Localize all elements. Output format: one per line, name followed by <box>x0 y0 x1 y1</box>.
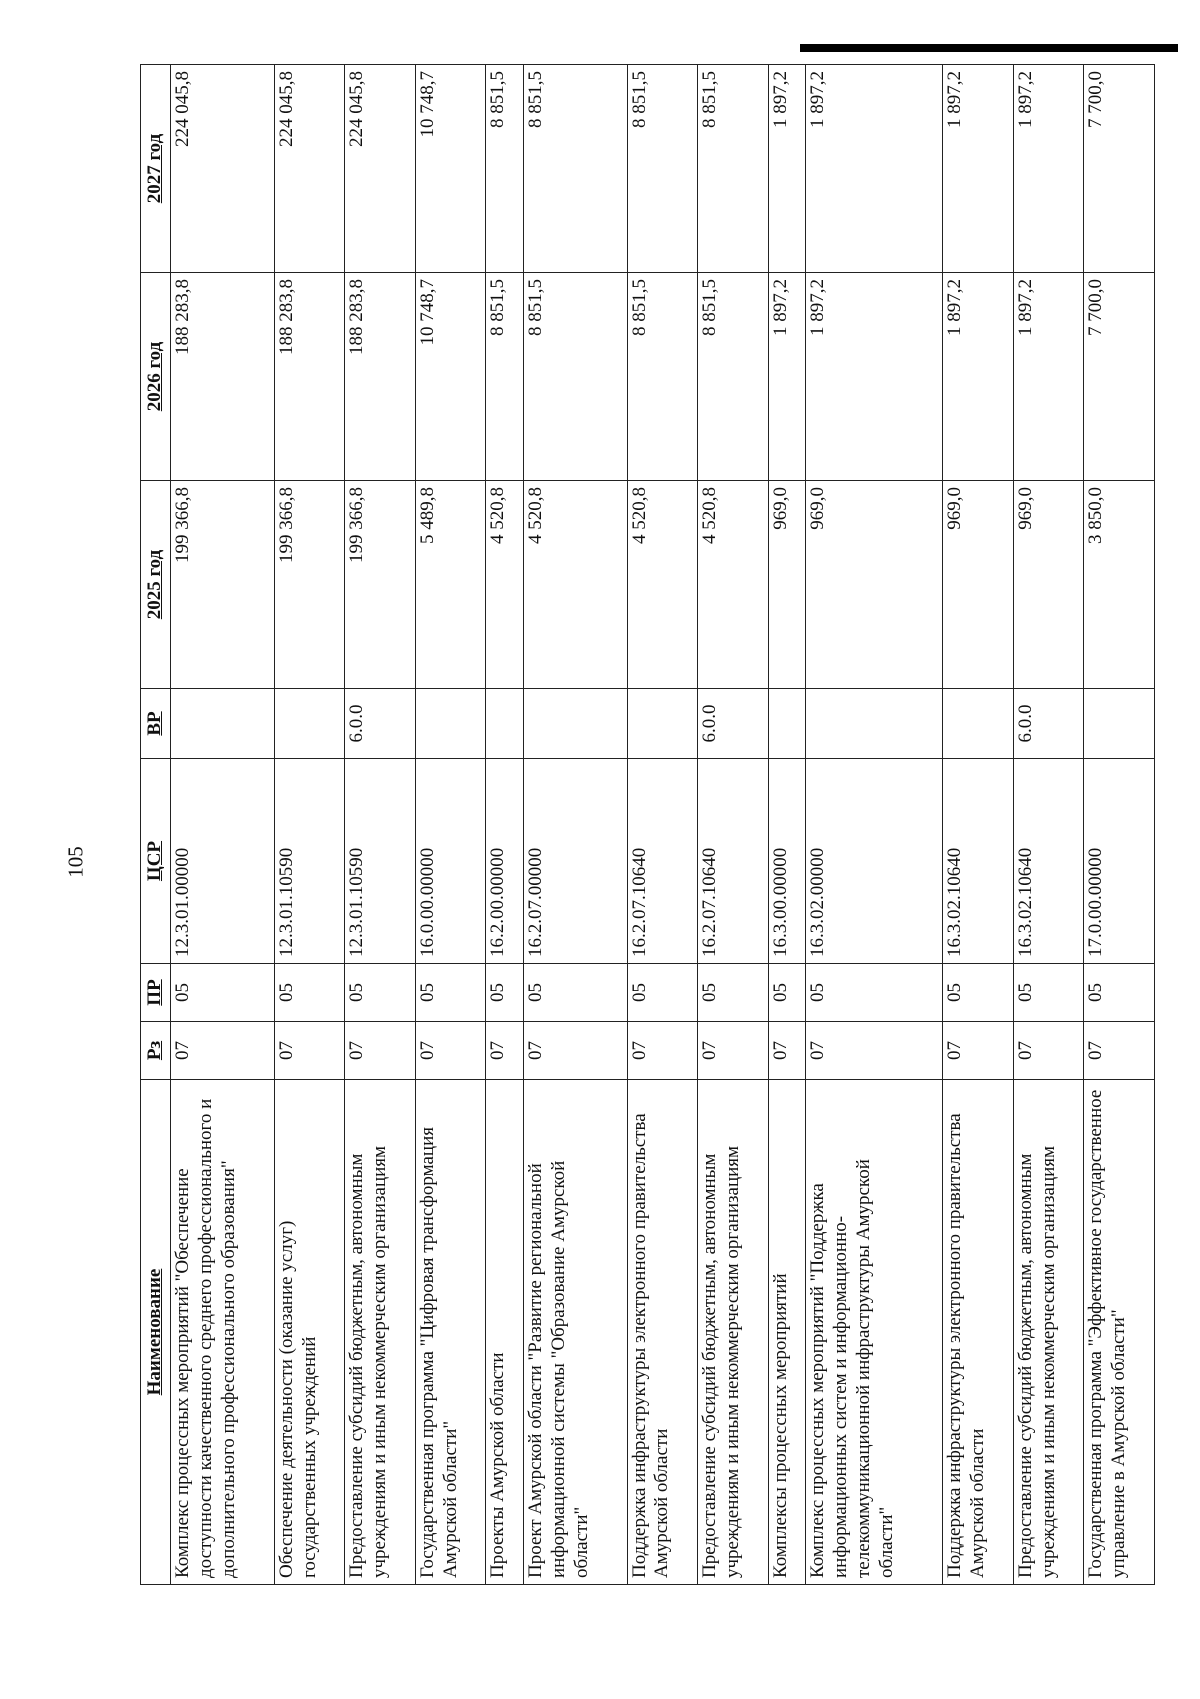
cell-2025: 969,0 <box>1013 481 1084 689</box>
cell-2027: 8 851,5 <box>627 65 698 273</box>
cell-2026: 8 851,5 <box>523 273 627 481</box>
cell-2027: 1 897,2 <box>768 65 805 273</box>
cell-pr: 05 <box>171 964 275 1022</box>
table-row <box>698 65 769 1585</box>
cell-rz: 07 <box>415 1022 486 1080</box>
table-row <box>171 65 275 1585</box>
cell-csr: 16.2.07.10640 <box>698 759 769 964</box>
cell-csr: 16.3.00.00000 <box>768 759 805 964</box>
table-row <box>768 65 805 1585</box>
cell-2027: 8 851,5 <box>698 65 769 273</box>
cell-vr <box>415 689 486 759</box>
cell-2026: 1 897,2 <box>1013 273 1084 481</box>
table-row <box>1013 65 1084 1585</box>
cell-vr <box>274 689 345 759</box>
table-frame <box>140 65 1155 1585</box>
cell-vr <box>523 689 627 759</box>
cell-name: Проекты Амурской области <box>486 1080 523 1585</box>
header-2025: 2025 год <box>141 481 171 689</box>
cell-2027: 224 045,8 <box>171 65 275 273</box>
cell-vr <box>1084 689 1155 759</box>
cell-rz: 07 <box>274 1022 345 1080</box>
cell-pr: 05 <box>1084 964 1155 1022</box>
cell-pr: 05 <box>806 964 943 1022</box>
header-2026: 2026 год <box>141 273 171 481</box>
cell-2025: 969,0 <box>943 481 1014 689</box>
cell-name: Комплекс процессных мероприятий "Поддержка информационных систем и информационно-телекоммуникационной инфраструктуры Амурской области" <box>806 1080 943 1585</box>
cell-2027: 224 045,8 <box>274 65 345 273</box>
header-pr: ПР <box>141 964 171 1022</box>
table-row <box>943 65 1014 1585</box>
cell-rz: 07 <box>806 1022 943 1080</box>
cell-rz: 07 <box>523 1022 627 1080</box>
cell-pr: 05 <box>345 964 416 1022</box>
header-2027: 2027 год <box>141 65 171 273</box>
cell-rz: 07 <box>943 1022 1014 1080</box>
cell-vr <box>486 689 523 759</box>
cell-2026: 1 897,2 <box>943 273 1014 481</box>
cell-name: Предоставление субсидий бюджетным, автономным учреждениям и иным некоммерческим организациям <box>1013 1080 1084 1585</box>
top-rule <box>800 44 1178 52</box>
cell-2026: 7 700,0 <box>1084 273 1155 481</box>
table-body <box>171 65 1155 1585</box>
cell-name: Предоставление субсидий бюджетным, автономным учреждениям и иным некоммерческим организациям <box>345 1080 416 1585</box>
cell-2025: 199 366,8 <box>274 481 345 689</box>
cell-2025: 4 520,8 <box>627 481 698 689</box>
cell-name: Государственная программа "Эффективное государственное управление в Амурской области" <box>1084 1080 1155 1585</box>
cell-2026: 1 897,2 <box>806 273 943 481</box>
cell-rz: 07 <box>1013 1022 1084 1080</box>
cell-2025: 4 520,8 <box>486 481 523 689</box>
cell-2025: 4 520,8 <box>698 481 769 689</box>
cell-csr: 16.0.00.00000 <box>415 759 486 964</box>
cell-vr <box>943 689 1014 759</box>
cell-2025: 969,0 <box>806 481 943 689</box>
table-row <box>806 65 943 1585</box>
cell-csr: 16.2.07.00000 <box>523 759 627 964</box>
cell-csr: 12.3.01.10590 <box>345 759 416 964</box>
cell-csr: 16.3.02.10640 <box>943 759 1014 964</box>
cell-pr: 05 <box>768 964 805 1022</box>
cell-vr: 6.0.0 <box>698 689 769 759</box>
cell-vr <box>171 689 275 759</box>
cell-csr: 17.0.00.00000 <box>1084 759 1155 964</box>
cell-2026: 10 748,7 <box>415 273 486 481</box>
cell-rz: 07 <box>768 1022 805 1080</box>
table-row <box>523 65 627 1585</box>
cell-2025: 5 489,8 <box>415 481 486 689</box>
cell-rz: 07 <box>345 1022 416 1080</box>
cell-csr: 16.2.00.00000 <box>486 759 523 964</box>
cell-name: Государственная программа "Цифровая трансформация Амурской области" <box>415 1080 486 1585</box>
cell-2027: 1 897,2 <box>806 65 943 273</box>
cell-2027: 1 897,2 <box>943 65 1014 273</box>
cell-pr: 05 <box>698 964 769 1022</box>
cell-name: Предоставление субсидий бюджетным, автономным учреждениям и иным некоммерческим организациям <box>698 1080 769 1585</box>
cell-2026: 188 283,8 <box>345 273 416 481</box>
cell-2027: 8 851,5 <box>486 65 523 273</box>
cell-vr <box>627 689 698 759</box>
cell-2026: 188 283,8 <box>171 273 275 481</box>
cell-csr: 16.3.02.00000 <box>806 759 943 964</box>
cell-pr: 05 <box>627 964 698 1022</box>
cell-vr: 6.0.0 <box>1013 689 1084 759</box>
cell-name: Проект Амурской области "Развитие региональной информационной системы "Образование Амурской области" <box>523 1080 627 1585</box>
table-row <box>415 65 486 1585</box>
cell-2026: 8 851,5 <box>486 273 523 481</box>
page-number: 105 <box>63 846 88 878</box>
table-row <box>486 65 523 1585</box>
cell-name: Обеспечение деятельности (оказание услуг) государственных учреждений <box>274 1080 345 1585</box>
cell-rz: 07 <box>171 1022 275 1080</box>
cell-rz: 07 <box>1084 1022 1155 1080</box>
cell-vr <box>768 689 805 759</box>
table-row <box>345 65 416 1585</box>
cell-rz: 07 <box>627 1022 698 1080</box>
budget-table <box>140 64 1155 1585</box>
cell-2027: 8 851,5 <box>523 65 627 273</box>
cell-2027: 7 700,0 <box>1084 65 1155 273</box>
cell-pr: 05 <box>1013 964 1084 1022</box>
rotated-table-wrapper <box>140 65 1155 1585</box>
cell-rz: 07 <box>698 1022 769 1080</box>
cell-rz: 07 <box>486 1022 523 1080</box>
cell-pr: 05 <box>523 964 627 1022</box>
cell-2025: 4 520,8 <box>523 481 627 689</box>
cell-2025: 3 850,0 <box>1084 481 1155 689</box>
header-name: Наименование <box>141 1080 171 1585</box>
cell-name: Комплексы процессных мероприятий <box>768 1080 805 1585</box>
cell-pr: 05 <box>274 964 345 1022</box>
cell-name: Поддержка инфраструктуры электронного правительства Амурской области <box>627 1080 698 1585</box>
cell-pr: 05 <box>415 964 486 1022</box>
cell-csr: 16.2.07.10640 <box>627 759 698 964</box>
cell-vr <box>806 689 943 759</box>
cell-2026: 1 897,2 <box>768 273 805 481</box>
cell-csr: 12.3.01.00000 <box>171 759 275 964</box>
table-row <box>627 65 698 1585</box>
cell-pr: 05 <box>486 964 523 1022</box>
header-vr: ВР <box>141 689 171 759</box>
cell-2027: 1 897,2 <box>1013 65 1084 273</box>
cell-2027: 224 045,8 <box>345 65 416 273</box>
header-csr: ЦСР <box>141 759 171 964</box>
cell-csr: 12.3.01.10590 <box>274 759 345 964</box>
cell-2026: 8 851,5 <box>627 273 698 481</box>
header-rz: Рз <box>141 1022 171 1080</box>
cell-vr: 6.0.0 <box>345 689 416 759</box>
cell-2025: 969,0 <box>768 481 805 689</box>
cell-pr: 05 <box>943 964 1014 1022</box>
table-header-row <box>141 65 171 1585</box>
table-row <box>1084 65 1155 1585</box>
cell-name: Поддержка инфраструктуры электронного правительства Амурской области <box>943 1080 1014 1585</box>
table-row <box>274 65 345 1585</box>
cell-csr: 16.3.02.10640 <box>1013 759 1084 964</box>
cell-2026: 188 283,8 <box>274 273 345 481</box>
cell-2025: 199 366,8 <box>171 481 275 689</box>
cell-name: Комплекс процессных мероприятий "Обеспечение доступности качественного среднего профессионального и дополнительного профессионального образования" <box>171 1080 275 1585</box>
cell-2026: 8 851,5 <box>698 273 769 481</box>
cell-2027: 10 748,7 <box>415 65 486 273</box>
cell-2025: 199 366,8 <box>345 481 416 689</box>
